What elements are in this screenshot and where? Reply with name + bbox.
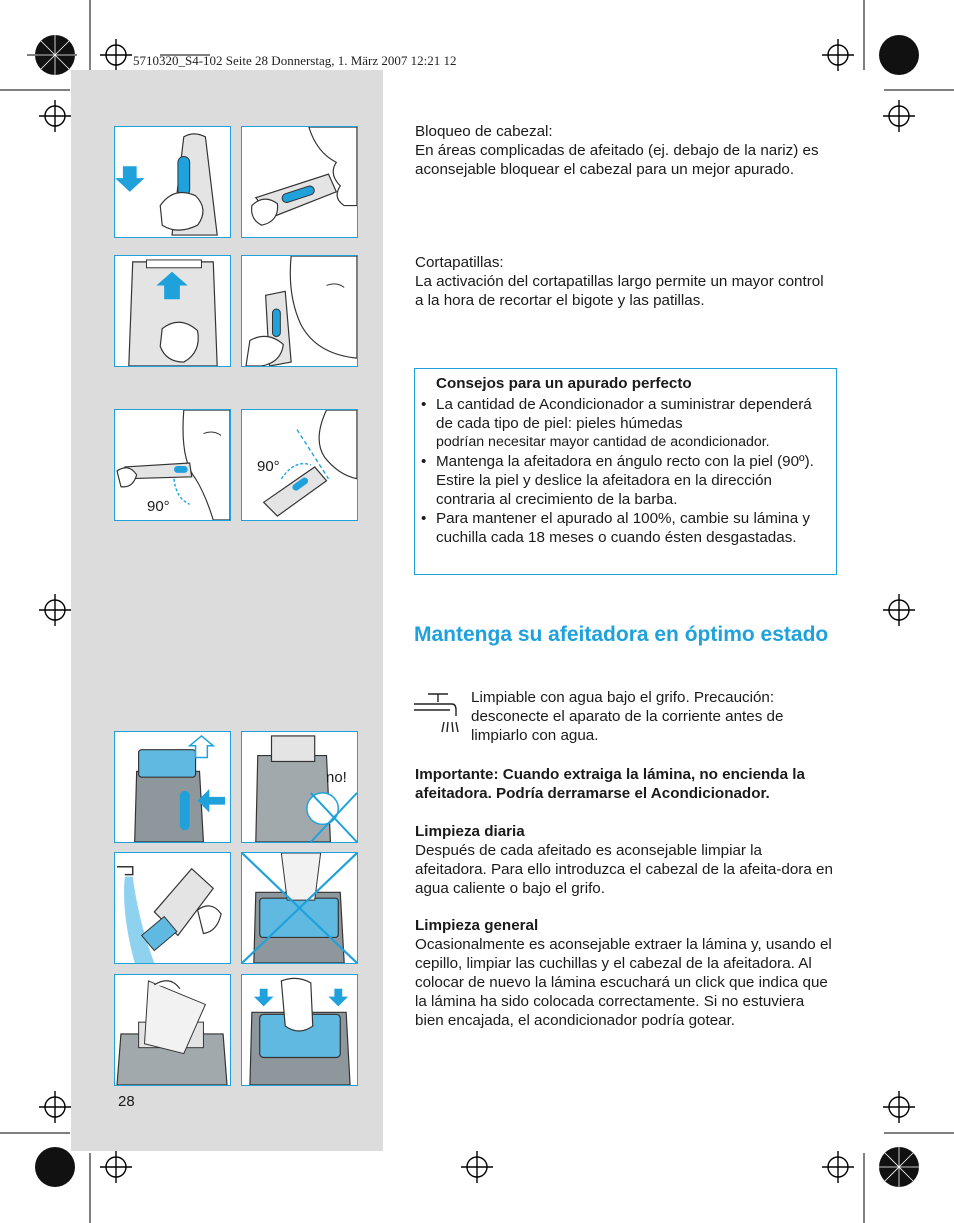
bullet: •: [421, 453, 427, 470]
tip-item: [421, 509, 831, 547]
figure-trimmer-sideburn: [241, 255, 358, 367]
tip-item: [421, 452, 831, 509]
general-title: Limpieza general: [415, 917, 539, 934]
water-tap-icon: [412, 690, 462, 734]
daily-cleaning: [415, 822, 835, 898]
figure-trimmer-extend: [114, 255, 231, 367]
figure-angle-chin: [114, 409, 231, 521]
tips-list: [421, 395, 831, 547]
head-lock-body: En áreas complicadas de afeitado (ej. debajo de la nariz) es aconsejable bloquear el cabezal para un mejor apurado.: [415, 142, 819, 178]
tip-text: Mantenga la afeitadora en ángulo recto con la piel (90º). Estire la piel y deslice la afeitadora en la dirección contraria al crecimiento de la barba.: [436, 453, 814, 508]
angle-label-right: 90°: [257, 458, 280, 475]
figure-no-switch-on: [241, 731, 358, 843]
trimmer-section: [415, 253, 835, 310]
tap-text: Limpiable con agua bajo el grifo. Precaución: desconecte el aparato de la corriente antes de limpiarlo con agua.: [471, 689, 784, 744]
trimmer-title: Cortapatillas:: [415, 254, 504, 271]
head-lock-section: [415, 122, 840, 179]
figure-rinse-tap: [114, 852, 231, 964]
bullet: •: [421, 396, 427, 413]
important-note: Importante: Cuando extraiga la lámina, no encienda la afeitadora. Podría derramarse el Acondicionador.: [415, 766, 805, 802]
figure-head-lock-slide: [114, 126, 231, 238]
figure-foil-remove: [114, 731, 231, 843]
care-title: Mantenga su afeitadora en óptimo estado: [414, 623, 829, 646]
daily-body: Después de cada afeitado es aconsejable limpiar la afeitadora. Para ello introduzca el cabezal de la afeita-dora en agua caliente o bajo el grifo.: [415, 842, 833, 897]
figure-brush-cutters: [114, 974, 231, 1086]
angle-label-left: 90°: [147, 498, 170, 515]
head-lock-title: Bloqueo de cabezal:: [415, 123, 553, 140]
figure-foil-replace: [241, 974, 358, 1086]
tips-title: Consejos para un apurado perfecto: [436, 375, 692, 392]
general-cleaning: [415, 916, 835, 1030]
tip-text: Para mantener el apurado al 100%, cambie su lámina y cuchilla cada 18 meses o cuando ésten desgastadas.: [436, 510, 810, 546]
tip-text-small: podrían necesitar mayor cantidad de acondicionador.: [436, 434, 770, 450]
tip-text: La cantidad de Acondicionador a suministrar dependerá de cada tipo de piel: pieles húmedas: [436, 396, 812, 432]
print-header: 5710320_S4-102 Seite 28 Donnerstag, 1. März 2007 12:21 12: [133, 53, 457, 68]
tips-box: [414, 368, 837, 575]
tip-item: [421, 395, 831, 452]
no-label: no!: [326, 769, 347, 786]
general-body: Ocasionalmente es aconsejable extraer la lámina y, usando el cepillo, limpiar las cuchillas y el cabezal de la afeitadora. Al colocar de nuevo la lámina escuchará un click que indica que la lámina ha sido colocada correctamente. Si no estuviera bien encajada, el acondicionador podría gotear.: [415, 936, 832, 1029]
bullet: •: [421, 510, 427, 527]
figure-head-lock-nose: [241, 126, 358, 238]
daily-title: Limpieza diaria: [415, 823, 525, 840]
figure-no-brush-foil: [241, 852, 358, 964]
trimmer-body: La activación del cortapatillas largo permite un mayor control a la hora de recortar el bigote y las patillas.: [415, 273, 824, 309]
page-number: 28: [118, 1093, 135, 1110]
